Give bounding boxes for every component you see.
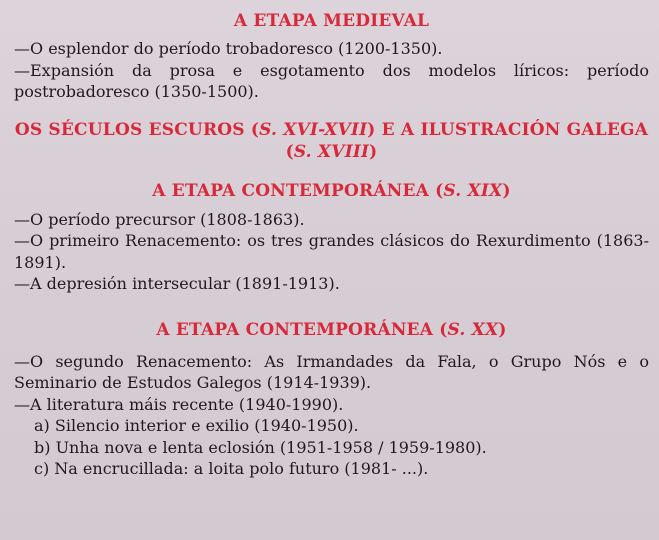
heading-text: ) [498,319,507,340]
section-heading-contemporanea-xix [14,180,649,202]
section-heading-contemporanea-xx [14,319,649,341]
heading-text: ) [369,141,378,162]
heading-text: OS SÉCULOS ESCUROS ( [14,119,260,140]
sub-list-item: a) Silencio interior e exilio (1940-1950). [34,416,359,435]
heading-text: A ETAPA CONTEMPORÁNEA ( [156,319,448,340]
list-item: —O período precursor (1808-1863). [14,209,305,229]
section-heading-medieval [14,10,649,32]
heading-text: A ETAPA CONTEMPORÁNEA ( [152,180,444,201]
list-item: —O primeiro Renacemento: os tres grandes clásicos do Rexurdimento (1863-1891). [14,231,649,272]
heading-text: A ETAPA MEDIEVAL [233,11,430,31]
section-list-contemporanea-xx [14,351,649,480]
heading-text: ) [502,180,511,201]
heading-period: S. XX [447,319,499,340]
heading-period: S. XIX [443,180,503,201]
section-list-contemporanea-xix [14,209,649,295]
heading-text: ) E A ILUSTRACIÓN GALEGA [367,119,649,140]
list-item: —A literatura máis recente (1940-1990). [14,394,344,414]
list-item: —O esplendor do período trobadoresco (1200-1350). [14,39,443,58]
heading-period: S. XVIII [293,141,370,162]
section-heading-seculos-escuros [14,119,649,163]
list-item: —A depresión intersecular (1891-1913). [14,274,340,293]
heading-period: S. XVI-XVII [259,119,368,140]
sub-list-item: c) Na encrucillada: a loita polo futuro (1981- ...). [34,459,429,478]
list-item: —O segundo Renacemento: As Irmandades da Fala, o Grupo Nós e o Seminario de Estudos Galegos (1914-1939). [14,351,649,392]
section-list-medieval [14,38,649,103]
list-item: —Expansión da prosa e esgotamento dos modelos líricos: período postrobadoresco (1350-1500). [14,60,649,101]
heading-text: ( [285,141,294,162]
sub-list-item: b) Unha nova e lenta eclosión (1951-1958 / 1959-1980). [34,437,487,457]
